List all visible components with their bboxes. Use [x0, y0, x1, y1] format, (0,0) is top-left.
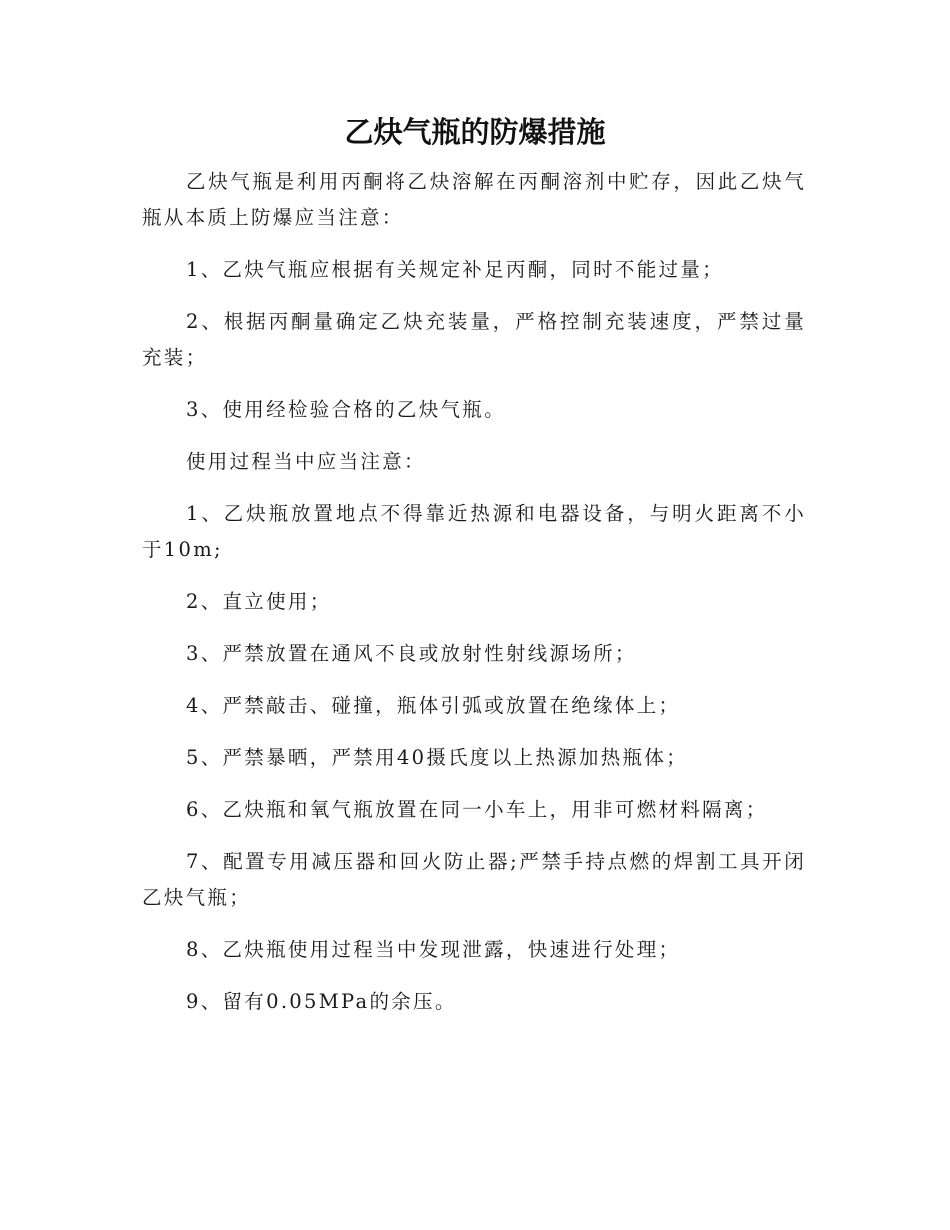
paragraph-section-heading: 使用过程当中应当注意：	[186, 450, 426, 473]
paragraph-item: 7、配置专用减压器和回火防止器;严禁手持点燃的焊割工具开闭乙炔气瓶；	[142, 850, 806, 909]
paragraph-item: 1、乙炔瓶放置地点不得靠近热源和电器设备，与明火距离不小于10m;	[142, 502, 806, 561]
paragraph-item: 6、乙炔瓶和氧气瓶放置在同一小车上，用非可燃材料隔离；	[186, 798, 768, 821]
document-title: 乙炔气瓶的防爆措施	[344, 115, 606, 149]
paragraph-item: 8、乙炔瓶使用过程当中发现泄露，快速进行处理；	[186, 938, 681, 961]
paragraph-item: 3、使用经检验合格的乙炔气瓶。	[186, 398, 506, 421]
paragraph-item: 2、直立使用；	[186, 590, 332, 613]
paragraph-intro: 乙炔气瓶是利用丙酮将乙炔溶解在丙酮溶剂中贮存，因此乙炔气瓶从本质上防爆应当注意：	[142, 170, 806, 229]
paragraph-item: 9、留有0.05MPa的余压。	[186, 990, 457, 1013]
paragraph-item: 2、根据丙酮量确定乙炔充装量，严格控制充装速度，严禁过量充装；	[142, 310, 806, 369]
paragraph-item: 1、乙炔气瓶应根据有关规定补足丙酮，同时不能过量；	[186, 258, 724, 281]
paragraph-item: 3、严禁放置在通风不良或放射性射线源场所；	[186, 642, 637, 665]
paragraph-item: 4、严禁敲击、碰撞，瓶体引弧或放置在绝缘体上；	[186, 694, 681, 717]
document-body	[142, 164, 806, 1036]
paragraph-item: 5、严禁暴晒，严禁用40摄氏度以上热源加热瓶体；	[186, 746, 688, 769]
